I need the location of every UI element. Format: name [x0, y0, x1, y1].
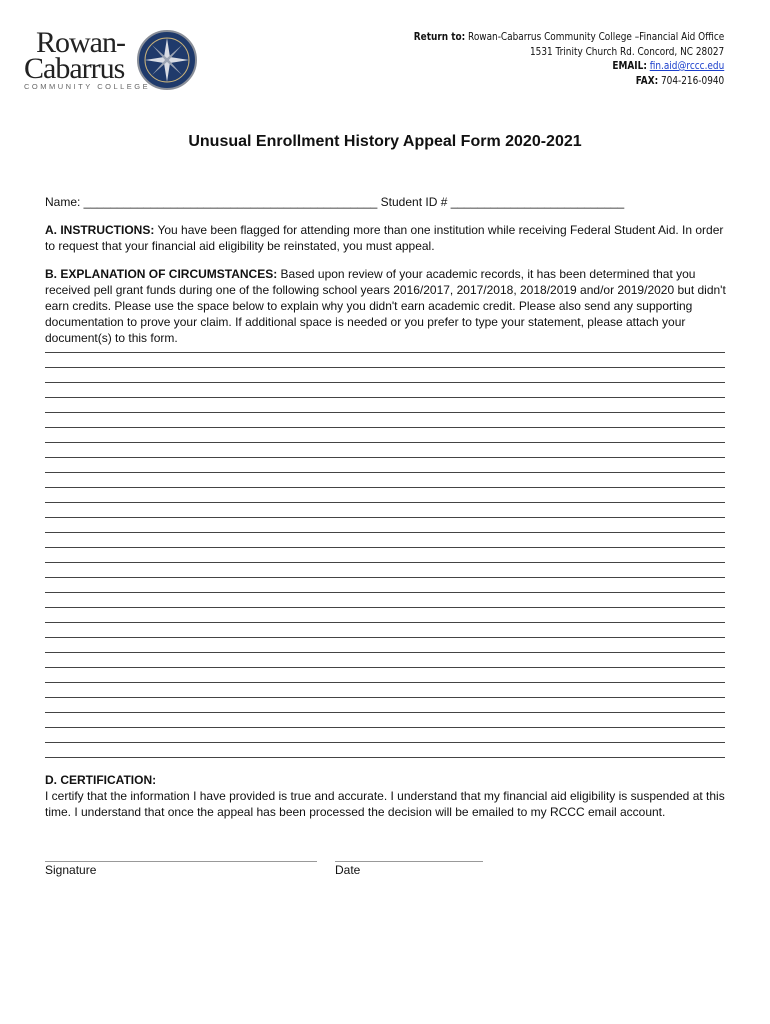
logo-text-1: Rowan-: [36, 26, 125, 59]
writing-line[interactable]: [45, 427, 725, 428]
compass-seal-icon: [137, 30, 197, 90]
writing-line[interactable]: [45, 757, 725, 758]
section-d-heading: D. CERTIFICATION:: [45, 773, 157, 787]
writing-line[interactable]: [45, 592, 725, 593]
writing-line[interactable]: [45, 367, 725, 368]
writing-line[interactable]: [45, 712, 725, 713]
signature-label: Signature: [45, 863, 97, 877]
return-address: [414, 30, 724, 88]
writing-line[interactable]: [45, 352, 725, 353]
writing-line[interactable]: [45, 742, 725, 743]
email-label: EMAIL:: [612, 60, 647, 72]
writing-line[interactable]: [45, 697, 725, 698]
date-label: Date: [335, 863, 361, 877]
writing-line[interactable]: [45, 727, 725, 728]
writing-line[interactable]: [45, 502, 725, 503]
college-logo: [24, 28, 194, 92]
writing-line[interactable]: [45, 382, 725, 383]
email-link[interactable]: fin.aid@rccc.edu: [649, 60, 724, 72]
section-explanation: [45, 266, 735, 346]
writing-line[interactable]: [45, 622, 725, 623]
writing-line[interactable]: [45, 667, 725, 668]
office-name: Rowan-Cabarrus Community College –Financial Aid Office: [467, 31, 724, 43]
writing-line[interactable]: [45, 607, 725, 608]
writing-line[interactable]: [45, 682, 725, 683]
section-certification: [45, 772, 735, 820]
section-instructions: [45, 222, 735, 254]
office-address: 1531 Trinity Church Rd. Concord, NC 28027: [529, 45, 724, 58]
writing-line[interactable]: [45, 487, 725, 488]
writing-line[interactable]: [45, 577, 725, 578]
section-a-heading: A. INSTRUCTIONS:: [45, 223, 155, 237]
writing-line[interactable]: [45, 637, 725, 638]
section-a-text: You have been flagged for attending more than one institution while receiving Federal Student Aid. In order to request that your financial aid eligibility be reinstated, you must appeal.: [45, 223, 724, 253]
writing-line[interactable]: [45, 457, 725, 458]
writing-line[interactable]: [45, 532, 725, 533]
writing-line[interactable]: [45, 397, 725, 398]
writing-line[interactable]: [45, 562, 725, 563]
writing-line[interactable]: [45, 412, 725, 413]
writing-line[interactable]: [45, 517, 725, 518]
writing-line[interactable]: [45, 472, 725, 473]
writing-line[interactable]: [45, 547, 725, 548]
logo-text-3: COMMUNITY COLLEGE: [24, 82, 151, 91]
form-title: Unusual Enrollment History Appeal Form 2020-2021: [188, 133, 582, 150]
return-label: Return to:: [413, 31, 465, 43]
section-b-text: Based upon review of your academic records, it has been determined that you received pell grant funds during one of the following school years 2016/2017, 2017/2018, 2018/2019 and/or 2019/2020 but didn't earn credits. Please use the space below to explain why you didn't earn academic credit. Please also send any supporting documentation to prove your claim. If additional space is needed or you prefer to type your statement, please attach your document(s) to this form.: [45, 267, 726, 345]
section-b-heading: B. EXPLANATION OF CIRCUMSTANCES:: [45, 267, 278, 281]
logo-text-2: Cabarrus: [24, 52, 125, 85]
fax-label: FAX:: [635, 74, 658, 87]
writing-line[interactable]: [45, 442, 725, 443]
writing-line[interactable]: [45, 652, 725, 653]
section-d-text: I certify that the information I have provided is true and accurate. I understand that my financial aid eligibility is suspended at this time. I understand that once the appeal has been processed the decision will be emailed to my RCCC email account.: [45, 789, 725, 819]
name-student-id-line[interactable]: Name: ____________________________________________ Student ID # __________________________: [45, 195, 625, 209]
fax-number: 704-216-0940: [660, 74, 724, 87]
